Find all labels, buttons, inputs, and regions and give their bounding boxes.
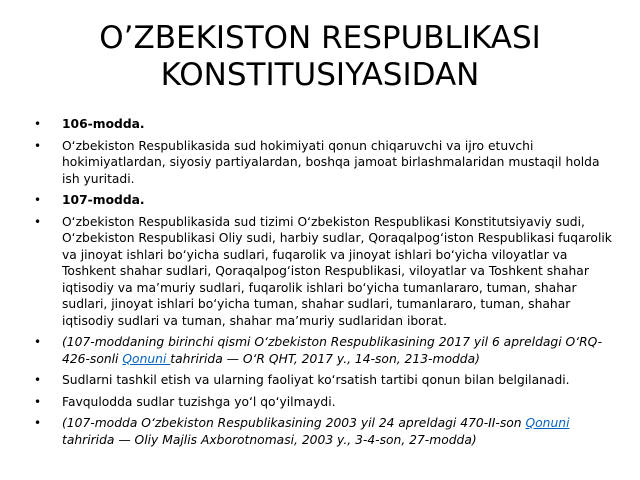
bullet-icon: • — [34, 373, 42, 387]
law-link[interactable]: Qonuni — [525, 416, 570, 430]
bullet-icon: • — [34, 193, 42, 207]
amendment-note-suffix: tahririda — Oliy Majlis Axborotnomasi, 2003 y., 3-4-son, 27-modda) — [62, 432, 477, 447]
list-item — [34, 116, 614, 133]
bullet-icon: • — [34, 394, 42, 409]
article-text: O‘zbekiston Respublikasida sud tizimi O‘zbekiston Respublikasi Konstitutsiyaviy sudi, O‘zbekiston Respublikasi Oliy sudi, harbiy sudlar, Qoraqalpog‘iston Respublikasi fuqarolik va jinoyat ishlari bo‘yicha sudlari, fuqarolik va jinoyat ishlari bo‘yicha viloyatlar va Toshkent shahar sudlari, Qoraqalpog‘iston Respublikasi, viloyatlar va Toshkent shahar iqtisodiy va ma’muriy sudlari, fuqarolik ishlari bo‘yicha tumanlararo, tuman, shahar sudlari, jinoyat ishlari bo‘yicha tuman, shahar sudlari, tumanlararo, tuman, shahar iqtisodiy sudlari va tuman, shahar ma’muriy sudlaridan iborat. — [62, 214, 612, 328]
article-heading: 106-modda. — [62, 117, 145, 131]
list-item — [34, 192, 614, 209]
list-item — [34, 334, 614, 367]
list-item — [34, 415, 614, 448]
amendment-note — [62, 335, 602, 366]
list-item — [34, 394, 614, 411]
article-text: Favqulodda sudlar tuzishga yo‘l qo‘yilmaydi. — [62, 394, 336, 409]
amendment-note — [62, 416, 569, 447]
bullet-icon: • — [34, 335, 42, 349]
amendment-note-prefix: (107-modda O‘zbekiston Respublikasining 2003 yil 24 apreldagi 470-II-son — [62, 416, 526, 430]
bullet-icon: • — [34, 117, 42, 131]
bullet-icon: • — [34, 138, 42, 153]
article-text: Sudlarni tashkil etish va ularning faoliyat ko‘rsatish tartibi qonun bilan belgilanadi. — [62, 373, 570, 387]
amendment-note-suffix: tahririda — O‘R QHT, 2017 y., 14-son, 213-modda) — [170, 351, 480, 366]
bullet-icon: • — [34, 214, 42, 229]
bullet-list — [34, 116, 614, 453]
list-item — [34, 138, 614, 188]
slide-title: O’ZBEKISTON RESPUBLIKASI KONSTITUSIYASIDAN — [99, 20, 541, 93]
bullet-icon: • — [34, 416, 42, 430]
article-text: O‘zbekiston Respublikasida sud hokimiyati qonun chiqaruvchi va ijro etuvchi hokimiyatlardan, siyosiy partiyalardan, boshqa jamoat birlashmalaridan mustaqil holda ish yuritadi. — [62, 138, 600, 186]
amendment-note-prefix: (107-moddaning birinchi qismi O‘zbekiston Respublikasining 2017 yil 6 apreldagi O‘RQ-426-sonli — [62, 335, 603, 366]
list-item — [34, 372, 614, 389]
list-item — [34, 214, 614, 330]
article-heading: 107-modda. — [62, 193, 145, 207]
law-link[interactable]: Qonuni — [122, 351, 171, 366]
